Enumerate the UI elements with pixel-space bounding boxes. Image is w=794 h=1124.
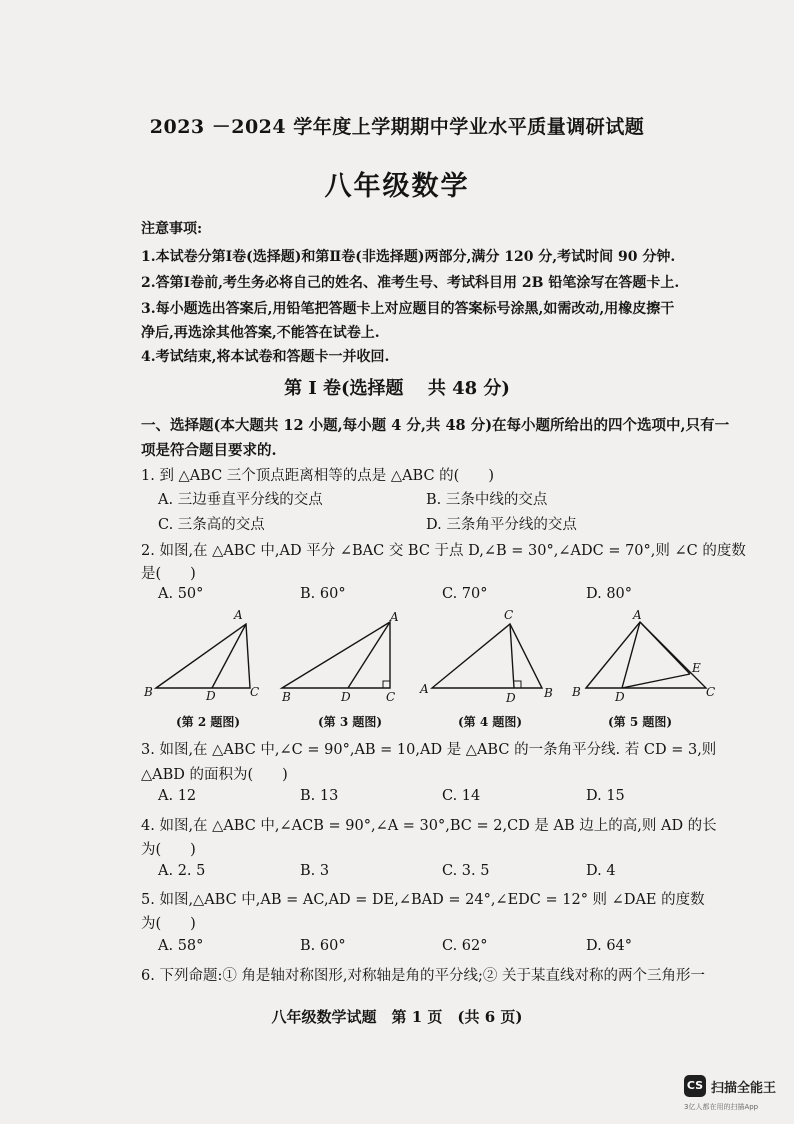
question-3-option-d: D. 15	[586, 788, 625, 804]
figure-2-triangle	[156, 624, 250, 688]
question-2-option-a: A. 50°	[158, 586, 204, 602]
figure-3-triangle	[282, 622, 390, 688]
figure-2-label: D	[206, 689, 216, 703]
question-2-stem: 2. 如图,在 △ABC 中,AD 平分 ∠BAC 交 BC 于点 D,∠B = 30°,∠ADC = 70°,则 ∠C 的度数	[141, 543, 746, 559]
question-3-option-b: B. 13	[300, 788, 339, 804]
question-1-option-d: D. 三条角平分线的交点	[426, 517, 577, 533]
question-2-stem: 是( )	[141, 566, 196, 582]
notice-heading: 注意事项:	[141, 221, 203, 237]
figure-5-caption: (第 5 题图)	[608, 715, 673, 729]
figure-3-label: A	[390, 610, 399, 624]
figure-5-label: E	[692, 661, 701, 675]
question-1-stem: 1. 到 △ABC 三个顶点距离相等的点是 △ABC 的( )	[141, 468, 494, 484]
figure-5-label: A	[633, 608, 642, 622]
question-2-option-b: B. 60°	[300, 586, 346, 602]
figure-3-label: C	[386, 690, 396, 704]
figure-2-label: B	[144, 685, 153, 699]
section-title: 第 Ⅰ 卷(选择题 共 48 分)	[284, 378, 510, 399]
watermark-app-name: 扫描全能王	[711, 1081, 777, 1096]
question-4-option-b: B. 3	[300, 863, 330, 879]
figure-4-caption: (第 4 题图)	[458, 715, 523, 729]
question-5-option-d: D. 64°	[586, 938, 633, 954]
question-3-stem: △ABD 的面积为( )	[141, 767, 288, 783]
exam-title: 2023 －2024 学年度上学期期中学业水平质量调研试题	[149, 116, 645, 138]
notice-item: 4.考试结束,将本试卷和答题卡一并收回.	[141, 349, 390, 365]
instructions-line: 项是符合题目要求的.	[141, 442, 277, 459]
page-footer: 八年级数学试题 第 1 页 (共 6 页)	[271, 1008, 523, 1026]
question-1-option-b: B. 三条中线的交点	[426, 492, 548, 508]
question-1-option-c: C. 三条高的交点	[158, 517, 265, 533]
question-4-stem: 4. 如图,在 △ABC 中,∠ACB = 90°,∠A = 30°,BC = 2,CD 是 AB 边上的高,则 AD 的长	[141, 818, 717, 834]
figure-5-label: D	[615, 690, 625, 704]
question-4-option-d: D. 4	[586, 863, 616, 879]
notice-item: 2.答第Ⅰ卷前,考生务必将自己的姓名、准考生号、考试科目用 2B 铅笔涂写在答题卡上.	[141, 275, 680, 291]
notice-item: 净后,再选涂其他答案,不能答在试卷上.	[141, 325, 380, 341]
figure-3-label: B	[282, 690, 291, 704]
scanner-watermark	[684, 1073, 789, 1117]
question-3-option-c: C. 14	[442, 788, 481, 804]
question-5-option-b: B. 60°	[300, 938, 346, 954]
question-4-option-a: A. 2. 5	[158, 863, 206, 879]
figure-5-triangle	[586, 622, 706, 688]
question-5-stem: 5. 如图,△ABC 中,AB = AC,AD = DE,∠BAD = 24°,∠EDC = 12° 则 ∠DAE 的度数	[141, 892, 705, 908]
figure-4-triangle	[432, 624, 542, 688]
figure-4-label: D	[506, 691, 516, 705]
camscanner-logo-icon: CS	[684, 1075, 706, 1097]
question-1-option-a: A. 三边垂直平分线的交点	[158, 492, 323, 508]
exam-subject: 八年级数学	[324, 171, 470, 202]
figure-4-label: C	[504, 608, 514, 622]
figure-4-label: B	[544, 686, 553, 700]
figure-2-label: C	[250, 685, 260, 699]
question-5-option-a: A. 58°	[158, 938, 204, 954]
question-5-stem: 为( )	[141, 916, 196, 932]
question-2-option-c: C. 70°	[442, 586, 488, 602]
question-3-stem: 3. 如图,在 △ABC 中,∠C = 90°,AB = 10,AD 是 △ABC 的一条角平分线. 若 CD = 3,则	[141, 742, 717, 758]
figure-3-label: D	[341, 690, 351, 704]
figure-5-label: C	[706, 685, 716, 699]
question-3-option-a: A. 12	[158, 788, 197, 804]
figure-4-label: A	[420, 682, 429, 696]
question-4-stem: 为( )	[141, 842, 196, 858]
figure-3-caption: (第 3 题图)	[318, 715, 383, 729]
watermark-tagline: 3亿人都在用的扫描App	[684, 1103, 759, 1111]
figure-2-label: A	[234, 608, 243, 622]
notice-item: 1.本试卷分第Ⅰ卷(选择题)和第Ⅱ卷(非选择题)两部分,满分 120 分,考试时间 90 分钟.	[141, 249, 676, 265]
question-6-stem: 6. 下列命题:① 角是轴对称图形,对称轴是角的平分线;② 关于某直线对称的两个三角形一	[141, 968, 706, 984]
figure-2-caption: (第 2 题图)	[176, 715, 241, 729]
notice-item: 3.每小题选出答案后,用铅笔把答题卡上对应题目的答案标号涂黑,如需改动,用橡皮擦干	[141, 301, 675, 317]
question-5-option-c: C. 62°	[442, 938, 488, 954]
question-4-option-c: C. 3. 5	[442, 863, 490, 879]
figure-5-label: B	[572, 685, 581, 699]
instructions-line: 一、选择题(本大题共 12 小题,每小题 4 分,共 48 分)在每小题所给出的四个选项中,只有一	[141, 417, 730, 434]
question-2-option-d: D. 80°	[586, 586, 633, 602]
